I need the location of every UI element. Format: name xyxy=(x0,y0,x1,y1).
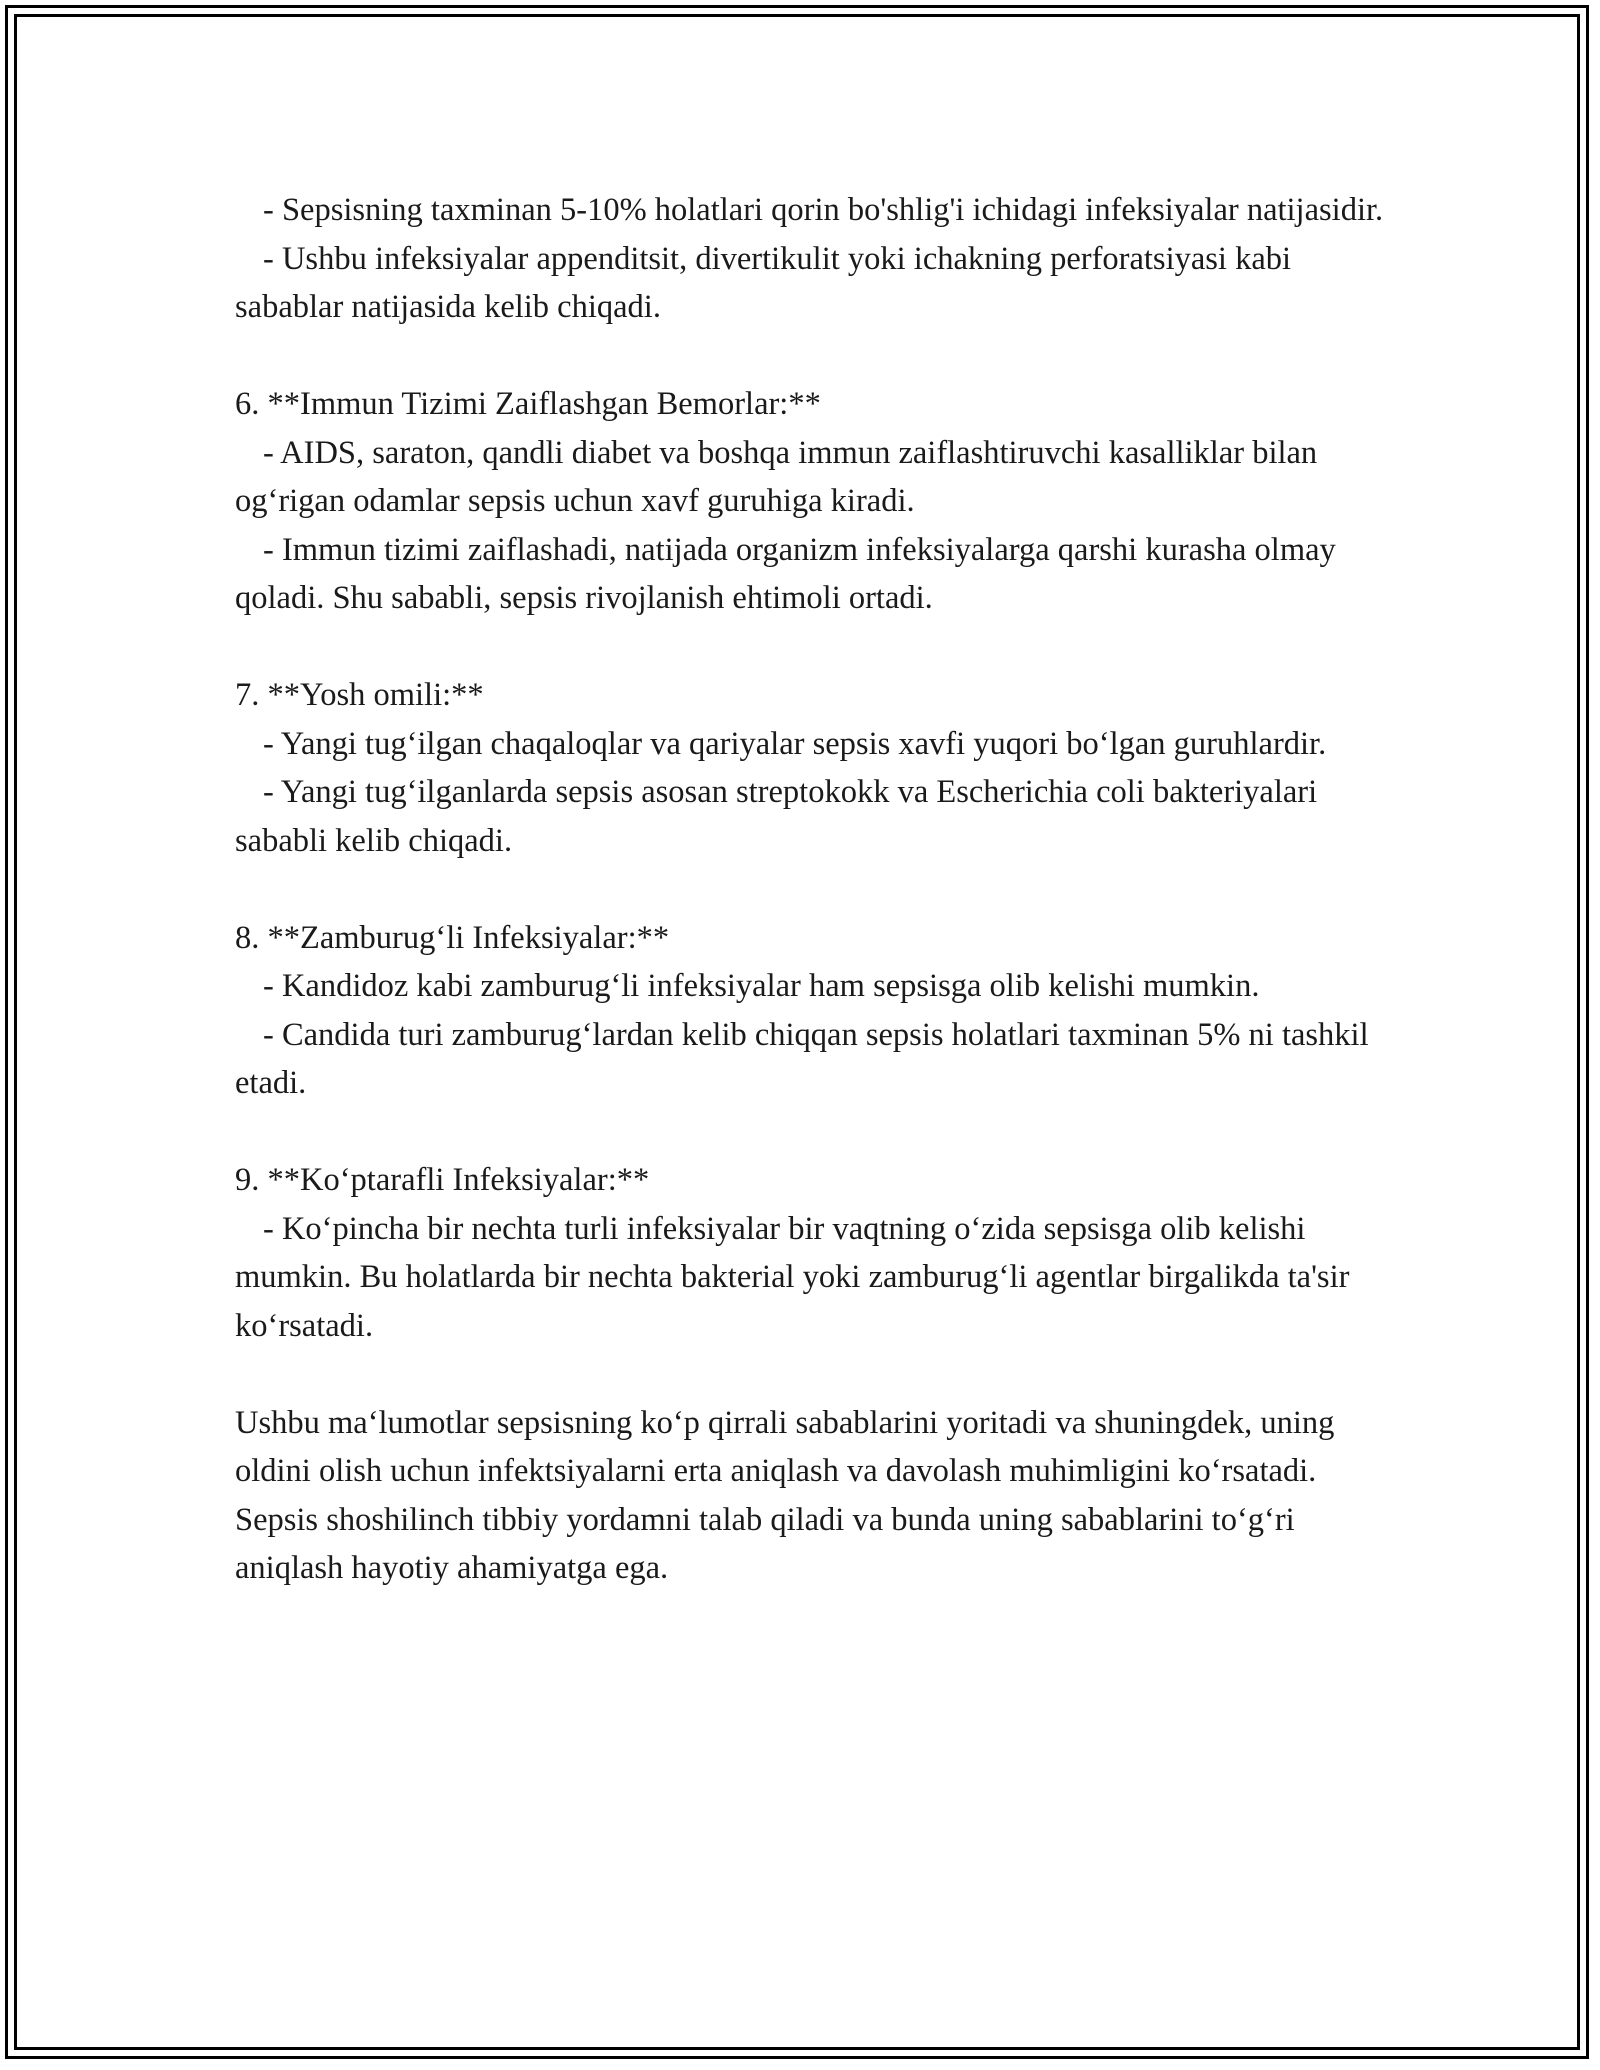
bullet-text: - Immun tizimi zaiflashadi, natijada organizm infeksiyalarga qarshi kurasha olmay qoladi. Shu sababli, sepsis rivojlanish ehtimoli ortadi. xyxy=(235,531,1336,616)
bullet-text: - Kandidoz kabi zamburug‘li infeksiyalar ham sepsisga olib kelishi mumkin. xyxy=(263,968,1260,1004)
section-intra-abdominal xyxy=(235,186,1395,332)
section-heading: 6. **Immun Tizimi Zaiflashgan Bemorlar:** xyxy=(235,386,821,422)
section-age-factor xyxy=(235,671,1395,865)
bullet-text: - Candida turi zamburug‘lardan kelib chiqqan sepsis holatlari taxminan 5% ni tashkil etadi. xyxy=(235,1016,1369,1101)
document-body xyxy=(235,186,1395,1593)
section-immunocompromised xyxy=(235,380,1395,623)
bullet-text: - Ko‘pincha bir nechta turli infeksiyalar bir vaqtning o‘zida sepsisga olib kelishi mumkin. Bu holatlarda bir nechta bakterial yoki zamburug‘li agentlar birgalikda ta'sir ko‘rsatadi. xyxy=(235,1210,1350,1344)
conclusion-paragraph xyxy=(235,1399,1395,1593)
bullet-text: - Sepsisning taxminan 5-10% holatlari qorin bo'shlig'i ichidagi infeksiyalar natijasidir. xyxy=(263,192,1384,228)
section-polymicrobial-infections xyxy=(235,1156,1395,1350)
section-fungal-infections xyxy=(235,914,1395,1108)
bullet-text: - Ushbu infeksiyalar appenditsit, divertikulit yoki ichakning perforatsiyasi kabi sabablar natijasida kelib chiqadi. xyxy=(235,240,1292,325)
section-heading: 9. **Ko‘ptarafli Infeksiyalar:** xyxy=(235,1162,650,1198)
bullet-text: - Yangi tug‘ilgan chaqaloqlar va qariyalar sepsis xavfi yuqori bo‘lgan guruhlardir. xyxy=(263,725,1327,762)
bullet-text: - AIDS, saraton, qandli diabet va boshqa immun zaiflashtiruvchi kasalliklar bilan og‘rigan odamlar sepsis uchun xavf guruhiga kiradi. xyxy=(235,434,1318,519)
bullet-text: - Yangi tug‘ilganlarda sepsis asosan streptokokk va Escherichia coli bakteriyalari sababli kelib chiqadi. xyxy=(235,774,1318,859)
section-heading: 8. **Zamburug‘li Infeksiyalar:** xyxy=(235,919,670,956)
section-heading: 7. **Yosh omili:** xyxy=(235,677,484,713)
conclusion-text: Ushbu ma‘lumotlar sepsisning ko‘p qirrali sabablarini yoritadi va shuningdek, uning oldini olish uchun infektsiyalarni erta aniqlash va davolash muhimligini ko‘rsatadi. Sepsis shoshilinch tibbiy yordamni talab qiladi va bunda uning sabablarini to‘g‘ri aniqlash hayotiy ahamiyatga ega. xyxy=(235,1404,1343,1586)
